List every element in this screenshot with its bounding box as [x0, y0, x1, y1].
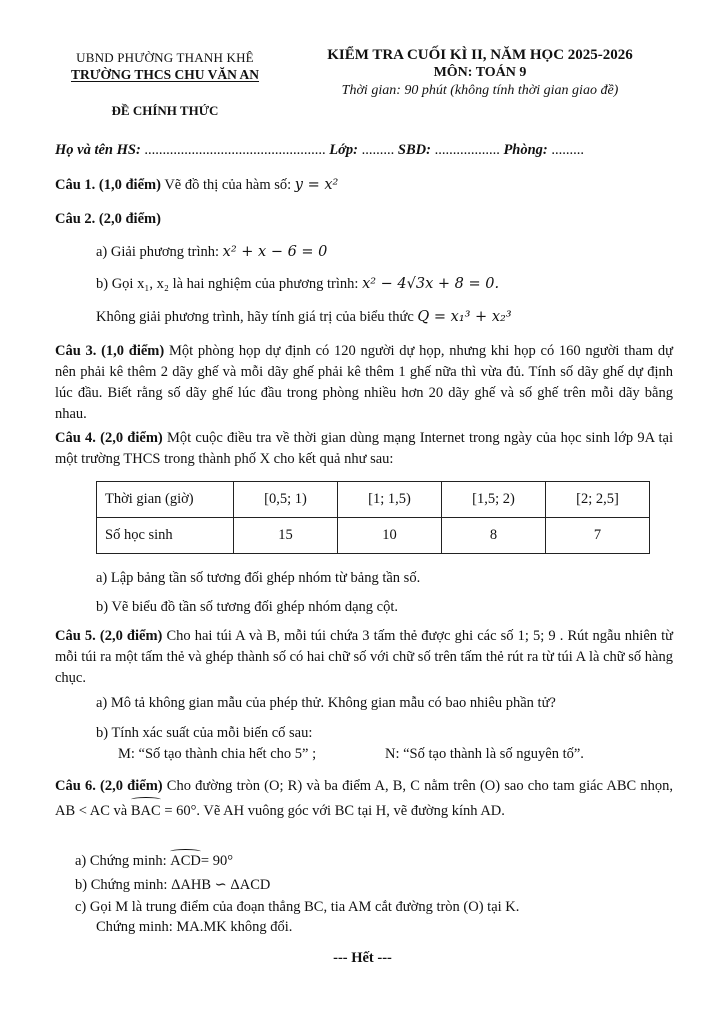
room-label: Phòng:	[503, 142, 548, 158]
exam-header	[300, 47, 660, 99]
q2-part-b	[96, 274, 499, 295]
question-1	[55, 175, 673, 196]
table-cell: 10	[338, 518, 442, 554]
table-cell: Số học sinh	[97, 518, 234, 554]
school-header	[40, 50, 290, 119]
table-cell: 7	[546, 518, 650, 554]
table-cell: [1; 1,5)	[338, 482, 442, 518]
q4-label: Câu 4. (2,0 điểm)	[55, 430, 163, 446]
sbd-dots: ..................	[434, 142, 500, 158]
table-cell: [2; 2,5]	[546, 482, 650, 518]
table-row	[97, 518, 650, 554]
q6-part-c: c) Gọi M là trung điểm của đoạn thẳng BC, tia AM cắt đường tròn (O) tại K.	[75, 899, 520, 915]
q3-label: Câu 3. (1,0 điểm)	[55, 343, 165, 359]
q4-part-b: b) Vẽ biểu đồ tần số tương đối ghép nhóm dạng cột.	[96, 599, 398, 615]
table-cell: [0,5; 1)	[234, 482, 338, 518]
q2-a-text: a) Giải phương trình:	[96, 244, 220, 260]
end-marker: --- Hết ---	[333, 950, 392, 966]
room-dots: .........	[551, 142, 585, 158]
q5-text: Cho hai túi A và B, mỗi túi chứa 3 tấm thẻ được ghi các số 1; 5; 9 . Rút ngẫu nhiên từ mỗi túi ra một tấm thẻ và ghép thành số có hai chữ số với chữ số trên tấm thẻ rút ra từ túi A là chữ số hàng chục.	[55, 628, 673, 686]
q2-b-formula: x² − 4√3x + 8 = 0.	[362, 276, 500, 292]
q6-label: Câu 6. (2,0 điểm)	[55, 778, 163, 794]
q1-label: Câu 1. (1,0 điểm)	[55, 177, 161, 193]
sbd-label: SBD:	[397, 142, 431, 158]
question-3	[55, 341, 673, 425]
q4-text: Một cuộc điều tra về thời gian dùng mạng Internet trong ngày của học sinh lớp 9A tại một trường THCS trong thành phố X cho kết quả như sau:	[55, 430, 674, 467]
student-info-line	[55, 142, 675, 159]
q5-part-a: a) Mô tả không gian mẫu của phép thử. Không gian mẫu có bao nhiêu phần tử?	[96, 695, 556, 711]
q2-c-formula: Q = x₁³ + x₂³	[417, 309, 512, 325]
district-name: UBND PHƯỜNG THANH KHÊ	[76, 50, 254, 65]
official-label: ĐỀ CHÍNH THỨC	[111, 103, 219, 118]
question-2-label	[55, 209, 673, 230]
q1-text: Vẽ đồ thị của hàm số:	[164, 177, 292, 193]
q4-part-a: a) Lập bảng tần số tương đối ghép nhóm từ bảng tần số.	[96, 570, 421, 586]
q2-label: Câu 2. (2,0 điểm)	[55, 211, 161, 227]
time-limit: Thời gian: 90 phút (không tính thời gian giao đề)	[341, 83, 619, 98]
q6-part-b: b) Chứng minh: ΔAHB ∽ ΔACD	[75, 877, 271, 893]
q6-a-prefix: a) Chứng minh:	[75, 853, 167, 869]
table-cell: 8	[442, 518, 546, 554]
q2-part-a	[96, 242, 327, 263]
class-dots: .........	[361, 142, 395, 158]
q6-part-a	[75, 851, 233, 872]
q6-part-c-2: Chứng minh: MA.MK không đổi.	[96, 919, 293, 935]
name-dots: ..................................................	[144, 142, 326, 158]
angle-bac: BAC	[131, 799, 161, 824]
school-name: TRƯỜNG THCS CHU VĂN AN	[70, 67, 260, 82]
q6-text-1: Cho đường tròn (O; R) và ba điểm A, B, C nằm trên (O) sao cho tam giác ABC nhọn, AB < AC và	[55, 778, 673, 819]
angle-acd: ACD	[170, 851, 201, 872]
class-label: Lớp:	[329, 142, 359, 158]
table-row	[97, 482, 650, 518]
table-cell: [1,5; 2)	[442, 482, 546, 518]
q2-b-text: b) Gọi x₁, x₂ là hai nghiệm của phương trình:	[96, 276, 359, 292]
q5-event-m: M: “Số tạo thành chia hết cho 5” ;	[118, 746, 317, 762]
frequency-table	[96, 481, 650, 554]
q5-event-n: N: “Số tạo thành là số nguyên tố”.	[385, 746, 584, 762]
question-4	[55, 428, 673, 470]
q5-part-b: b) Tính xác suất của mỗi biến cố sau:	[96, 725, 313, 741]
subject-title: MÔN: TOÁN 9	[433, 65, 527, 80]
q3-text: Một phòng họp dự định có 120 người dự họp, nhưng khi họp có 160 người tham dự nên phải kê thêm 2 dãy ghế và mỗi dãy ghế phải kê thêm 1 ghế nữa thì vừa đủ. Tính số dãy ghế dự định lúc đầu. Biết rằng số dãy ghế lúc đầu trong phòng nhiều hơn 20 dãy ghế và số ghế trên mỗi dãy bằng nhau.	[55, 343, 673, 422]
q2-c-text: Không giải phương trình, hãy tính giá trị của biểu thức	[96, 309, 414, 325]
table-cell: 15	[234, 518, 338, 554]
q5-label: Câu 5. (2,0 điểm)	[55, 628, 163, 644]
q6-text-2: = 60°. Vẽ AH vuông góc với BC tại H, vẽ đường kính AD.	[164, 803, 505, 819]
question-5	[55, 626, 673, 689]
table-cell: Thời gian (giờ)	[97, 482, 234, 518]
name-label: Họ và tên HS:	[55, 142, 141, 158]
question-6	[55, 774, 673, 824]
q1-formula: y = x²	[294, 177, 339, 193]
q2-part-c	[96, 307, 512, 328]
q2-a-formula: x² + x − 6 = 0	[222, 244, 328, 260]
q6-a-suffix: = 90°	[200, 853, 233, 869]
exam-title: KIỂM TRA CUỐI KÌ II, NĂM HỌC 2025-2026	[327, 47, 633, 63]
